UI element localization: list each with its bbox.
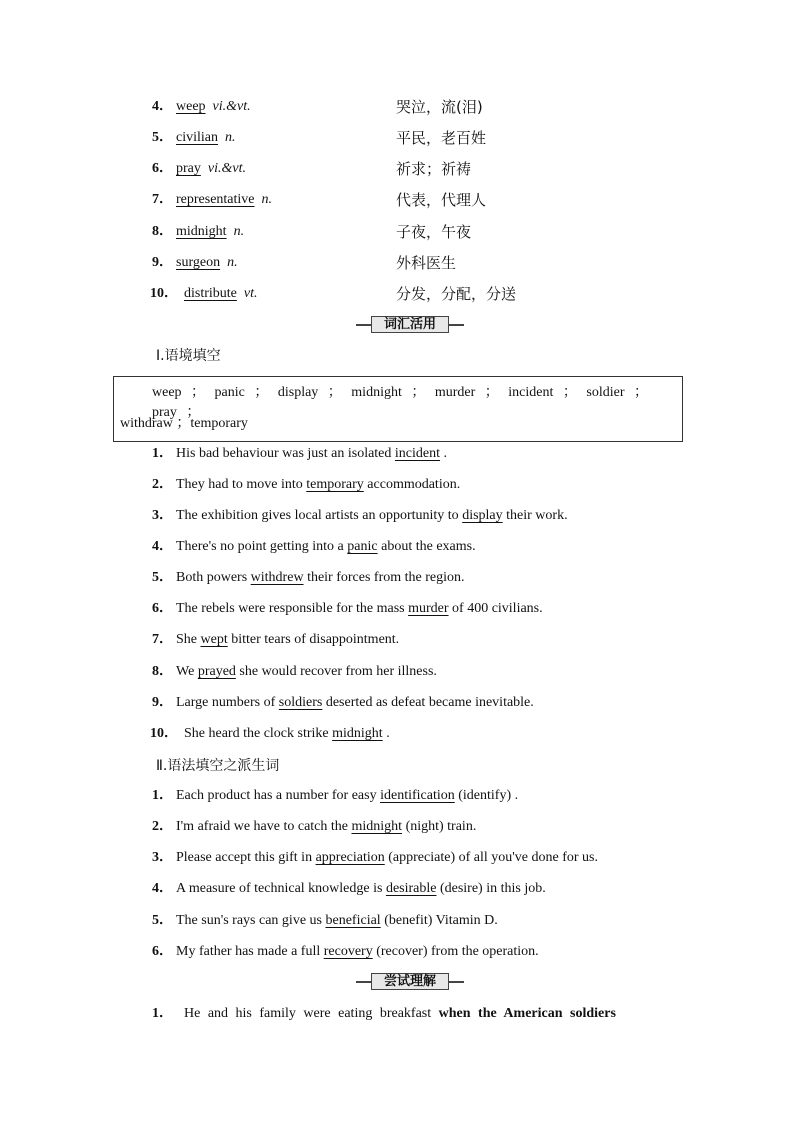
banner-label: 尝试理解: [371, 973, 449, 990]
item-number: 1．: [152, 1006, 173, 1021]
sentence-before: The sun's rays can give us: [176, 913, 326, 928]
vocab-term: [176, 158, 246, 180]
fill-sentence: [0, 629, 794, 651]
part-of-speech: n.: [227, 255, 238, 270]
sentence-after: .: [440, 446, 448, 461]
vocab-meaning: 平民，老百姓: [396, 129, 487, 147]
sentence-before: I'm afraid we have to catch the: [176, 819, 352, 834]
sentence-after: bitter tears of disappointment.: [227, 632, 400, 647]
sentence-text: [184, 1003, 616, 1025]
answer-blank: prayed: [197, 664, 236, 679]
part-of-speech: vi.&vt.: [212, 99, 251, 114]
grammar-sentence: [0, 816, 794, 838]
answer-blank: desirable: [385, 881, 437, 896]
item-number: 8．: [152, 224, 173, 239]
sentence-after: (desire) in this job.: [436, 881, 546, 896]
item-number: 3．: [152, 508, 173, 523]
sentence-text: [176, 785, 518, 807]
sentence-after: (appreciate) of all you've done for us.: [384, 850, 598, 865]
sentence-after: of 400 civilians.: [448, 601, 543, 616]
item-number: 3．: [152, 850, 173, 865]
sentence-before: His bad behaviour was just an isolated: [176, 446, 395, 461]
answer-blank: midnight: [332, 726, 383, 741]
item-number: 7．: [152, 192, 173, 207]
part-of-speech: vt.: [243, 286, 258, 301]
sentence-text: [176, 567, 465, 589]
sentence-text: [176, 661, 437, 683]
item-number: 7．: [152, 632, 173, 647]
sentence-bold: when the American soldiers: [438, 1006, 616, 1021]
sentence-text: [176, 910, 498, 932]
item-number: 1．: [152, 788, 173, 803]
item-number: 2．: [152, 477, 173, 492]
fill-sentence: [0, 598, 794, 620]
vocab-meaning: 祈求；祈祷: [396, 160, 472, 178]
item-number: 4．: [152, 99, 173, 114]
section-heading-context-fill: Ⅰ.语境填空: [156, 348, 221, 364]
fill-sentence: [0, 505, 794, 527]
answer-blank: withdrew: [250, 570, 304, 585]
sentence-text: [176, 629, 399, 651]
fill-sentence: [0, 661, 794, 683]
section-heading-derivatives: Ⅱ.语法填空之派生词: [156, 758, 280, 774]
grammar-sentence: [0, 878, 794, 900]
sentence-after: deserted as defeat became inevitable.: [322, 695, 534, 710]
fill-sentence: [0, 474, 794, 496]
vocab-word: pray: [176, 161, 201, 176]
sentence-text: [176, 536, 476, 558]
section-banner-vocab-use: [356, 317, 464, 333]
vocab-term: [176, 189, 272, 211]
sentence-after: .: [382, 726, 390, 741]
sentence-text: [176, 847, 598, 869]
part-of-speech: n.: [261, 192, 273, 207]
sentence-after: their forces from the region.: [303, 570, 465, 585]
vocab-row: [0, 158, 794, 180]
vocab-meaning: 分发，分配，分送: [396, 285, 517, 303]
vocab-word: distribute: [184, 286, 237, 301]
sentence-after: (night) train.: [402, 819, 477, 834]
item-number: 4．: [152, 539, 173, 554]
sentence-text: [176, 505, 568, 527]
sentence-after: (benefit) Vitamin D.: [380, 913, 498, 928]
vocab-word: midnight: [176, 224, 227, 239]
sentence-text: [184, 723, 390, 745]
comprehension-line: [0, 1003, 794, 1025]
word-bank-box: [113, 376, 683, 442]
part-of-speech: n.: [225, 130, 236, 145]
banner-label: 词汇活用: [371, 316, 449, 333]
sentence-text: [176, 598, 543, 620]
vocab-word: weep: [176, 99, 206, 114]
fill-sentence: [0, 536, 794, 558]
item-number: 5．: [152, 130, 173, 145]
fill-sentence: [0, 692, 794, 714]
grammar-sentence: [0, 785, 794, 807]
sentence-plain: He and his family were eating breakfast: [184, 1006, 439, 1021]
word-bank-line-2: withdraw ；temporary: [120, 416, 248, 431]
grammar-sentence: [0, 910, 794, 932]
word-bank-line-1: weep ； panic ； display ； midnight ； murder ； incident ； soldier ； pray ；: [152, 385, 648, 420]
vocab-term: [176, 127, 236, 149]
item-number: 4．: [152, 881, 173, 896]
vocab-row: [0, 221, 794, 243]
fill-sentence: [0, 443, 794, 465]
vocab-meaning: 外科医生: [396, 254, 457, 272]
vocab-row: [0, 252, 794, 274]
vocab-meaning: 哭泣，流(泪): [396, 98, 483, 116]
item-number: 8．: [152, 664, 173, 679]
vocab-meaning: 代表，代理人: [396, 191, 487, 209]
sentence-before: Each product has a number for easy: [176, 788, 381, 803]
sentence-text: [176, 443, 447, 465]
answer-blank: midnight: [351, 819, 403, 834]
answer-blank: soldiers: [278, 695, 323, 710]
sentence-after: about the exams.: [377, 539, 476, 554]
vocab-word: representative: [176, 192, 255, 207]
answer-blank: temporary: [306, 477, 364, 492]
sentence-after: (recover) from the operation.: [372, 944, 539, 959]
item-number: 9．: [152, 695, 173, 710]
item-number: 6．: [152, 161, 173, 176]
sentence-before: A measure of technical knowledge is: [176, 881, 386, 896]
sentence-before: My father has made a full: [176, 944, 324, 959]
sentence-before: We: [176, 664, 198, 679]
sentence-before: Large numbers of: [176, 695, 279, 710]
sentence-before: Please accept this gift in: [176, 850, 316, 865]
sentence-text: [176, 816, 476, 838]
answer-blank: murder: [408, 601, 449, 616]
vocab-meaning: 子夜，午夜: [396, 223, 472, 241]
item-number: 10．: [150, 726, 178, 741]
sentence-before: There's no point getting into a: [176, 539, 348, 554]
item-number: 2．: [152, 819, 173, 834]
answer-blank: identification: [380, 788, 455, 803]
vocab-term: [184, 283, 258, 305]
sentence-after: their work.: [502, 508, 568, 523]
sentence-after: she would recover from her illness.: [235, 664, 437, 679]
answer-blank: display: [462, 508, 503, 523]
fill-sentence: [0, 723, 794, 745]
item-number: 6．: [152, 944, 173, 959]
vocab-row: [0, 127, 794, 149]
vocab-term: [176, 96, 251, 118]
vocab-row: [0, 189, 794, 211]
sentence-after: accommodation.: [363, 477, 461, 492]
sentence-before: She: [176, 632, 201, 647]
vocab-word: surgeon: [176, 255, 221, 270]
item-number: 5．: [152, 913, 173, 928]
grammar-sentence: [0, 941, 794, 963]
part-of-speech: n.: [233, 224, 245, 239]
answer-blank: incident: [394, 446, 441, 461]
part-of-speech: vi.&vt.: [207, 161, 246, 176]
answer-blank: recovery: [323, 944, 373, 959]
vocab-row: [0, 283, 794, 305]
item-number: 5．: [152, 570, 173, 585]
answer-blank: appreciation: [315, 850, 385, 865]
answer-blank: beneficial: [325, 913, 381, 928]
sentence-text: [176, 692, 534, 714]
sentence-before: They had to move into: [176, 477, 307, 492]
sentence-before: The rebels were responsible for the mass: [176, 601, 409, 616]
fill-sentence: [0, 567, 794, 589]
item-number: 1．: [152, 446, 173, 461]
vocab-term: [176, 221, 244, 243]
section-banner-try-understand: [356, 974, 464, 990]
item-number: 6．: [152, 601, 173, 616]
answer-blank: panic: [347, 539, 378, 554]
item-number: 9．: [152, 255, 173, 270]
sentence-before: Both powers: [176, 570, 251, 585]
sentence-after: (identify) .: [454, 788, 519, 803]
sentence-text: [176, 941, 539, 963]
sentence-before: She heard the clock strike: [184, 726, 333, 741]
item-number: 10．: [150, 286, 178, 301]
sentence-text: [176, 474, 460, 496]
answer-blank: wept: [200, 632, 228, 647]
vocab-word: civilian: [176, 130, 218, 145]
vocab-term: [176, 252, 238, 274]
grammar-sentence: [0, 847, 794, 869]
vocab-row: [0, 96, 794, 118]
sentence-text: [176, 878, 546, 900]
sentence-before: The exhibition gives local artists an opportunity to: [176, 508, 463, 523]
